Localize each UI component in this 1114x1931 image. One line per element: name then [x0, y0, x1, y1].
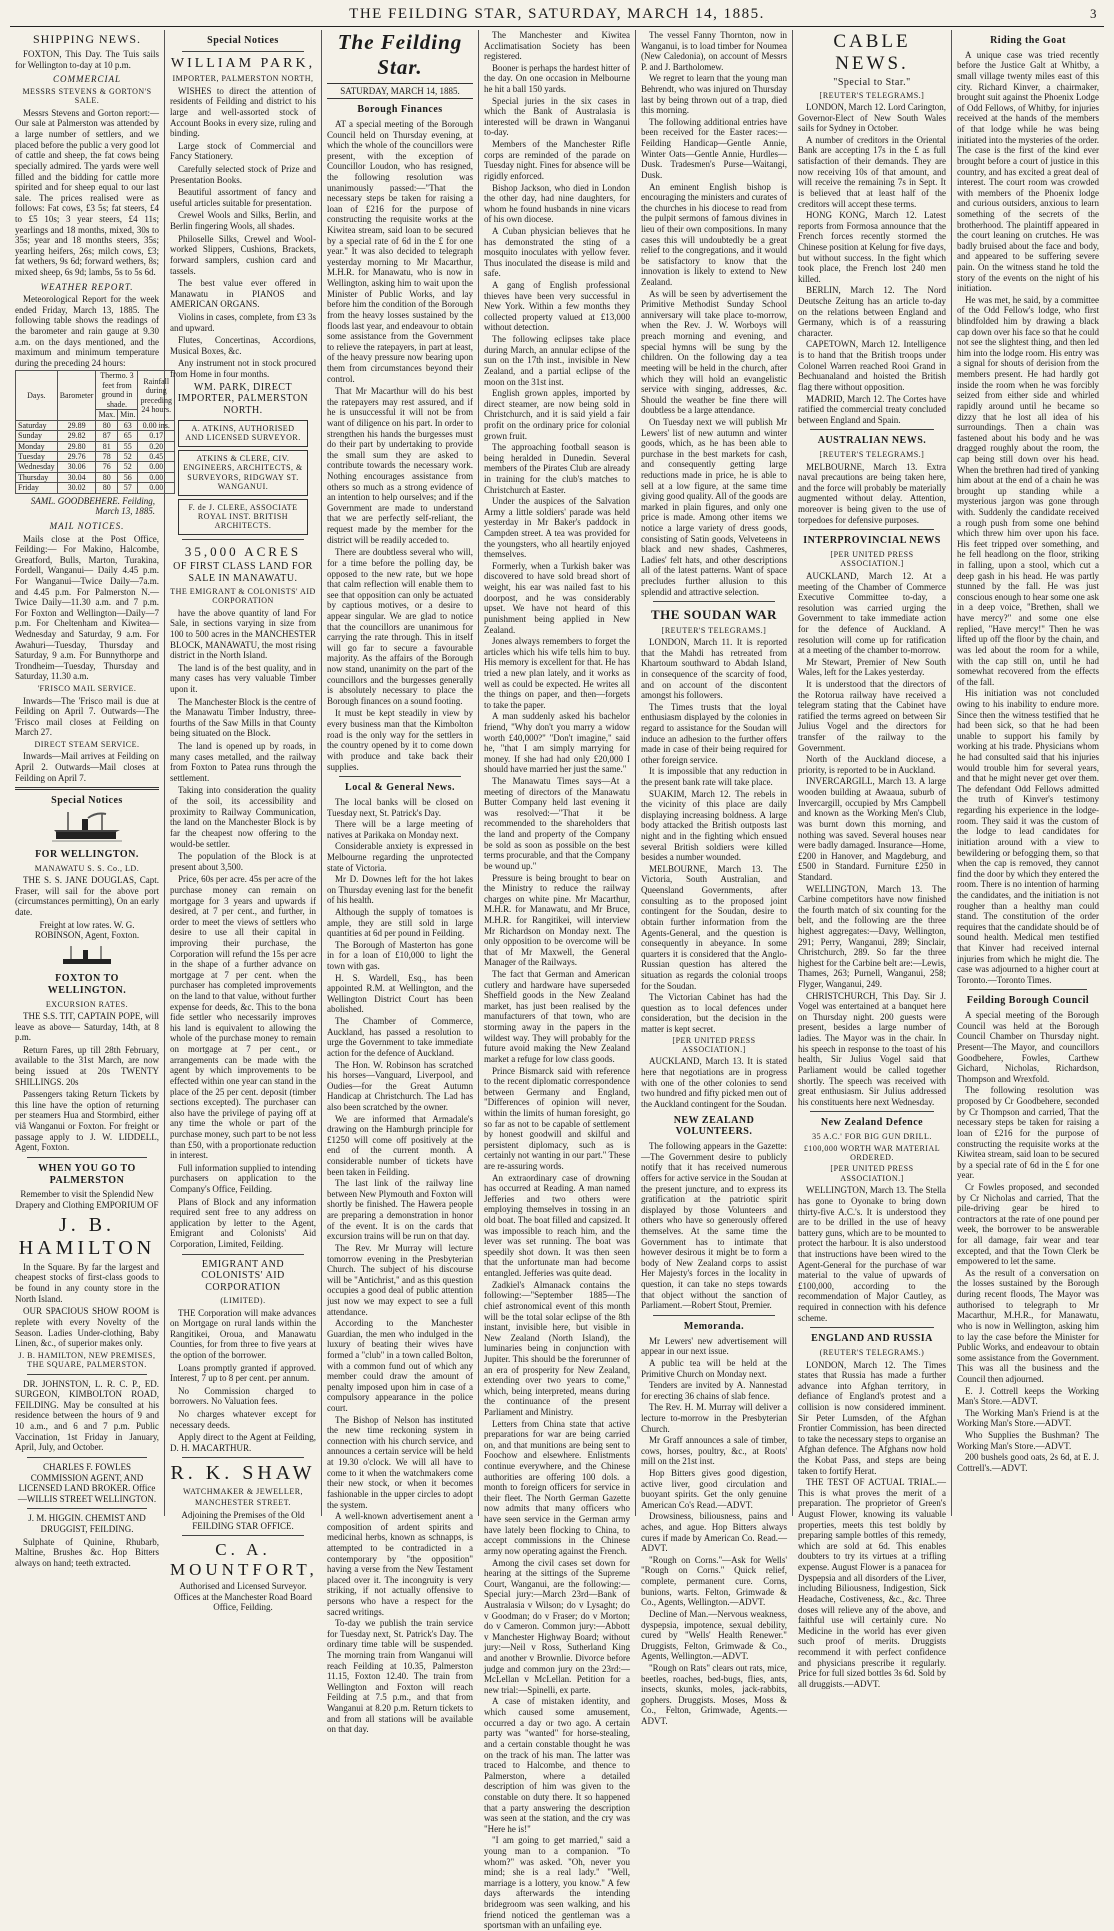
mountfort-name: C. A. MOUNTFORT, [170, 1540, 318, 1580]
list-item: MELBOURNE, March 13. The Victoria, South Australian, and Queensland Governments, after consulting as to the proposed joint contingent for the Soudan, desire to obtain further information from the Agents-General, and the question is consequently in abeyance. In some quarters it is considered that the Anglo-Russian question has altered the situation as regards the colonial troops for the Soudan. [641, 863, 787, 991]
table-row [16, 420, 175, 430]
divider [810, 1111, 934, 1112]
interprovincial-source: [PER UNITED PRESS ASSOCIATION.] [830, 550, 914, 569]
list-item: There will be a large meeting of natives at Parikaka on Monday next. [327, 819, 473, 840]
list-item: Who Supplies the Bushman? The Working Man's Store.—ADVT. [957, 1429, 1099, 1451]
list-item: To-day we publish the train service for Tuesday next, St. Patrick's Day. The ordinary time table will be suspended. The morning train from Wanganui will reach Feilding at 10.35, Palmerston 11.15, Foxton 12.40. The train from Wellington and Foxton will reach Feilding at 7.5 p.m., and that from Wanganui at 8.20 p.m. Return tickets to and from all stations will be available on that day. [327, 1618, 473, 1735]
australian-source: [REUTER'S TELEGRAMS.] [819, 450, 925, 460]
park-text: WISHES to direct the attention of residents of Feilding and district to his large and well-assorted stock of Account Books in every size, ruling and binding. [170, 85, 316, 139]
list-item: A public tea will be held at the Primitive Church on Monday next. [641, 1357, 787, 1379]
borough-council-heading: Feilding Borough Council [966, 995, 1090, 1007]
list-item: The following eclipses take place during March, an annular eclipse of the sun on the 17th inst., invisible in New Zealand, and a partial eclipse of the moon on the 31st inst. [484, 334, 630, 387]
column-4 [479, 30, 636, 1931]
borough-para: That Mr Macarthur will do his best the ratepayers may rest assured, and if he is unsuccessful it will not be from want of diligence on his part. In order to strengthen his hands the burgesses must do their part by undertaking to provide the small sum they are asked to contribute towards the necessary work. Nothing encourages assistance from others so much as a strong evidence of an intention to help ourselves; and if the Government are made to understand that we are perfectly self-reliant, the request made by the member for the district will be readily acceded to. [327, 386, 473, 545]
column-1 [10, 30, 173, 1568]
list-item: Tenders are invited by A. Nannestad for erecting 36 chains of slab fence. [641, 1380, 787, 1401]
doctor-text: DR. JOHNSTON, L. R. C. P., ED. SURGEON, KIMBOLTON ROAD, FEILDING. May be consulted at his residence between the hours of 9 and 10 a.m., and 6 and 7 p.m. Public Vaccination, 1st Friday in January, April, July, and October. [15, 1378, 159, 1453]
park-name: WILLIAM PARK, [170, 55, 316, 71]
weather-max: 76 [96, 462, 118, 472]
table-row [16, 431, 175, 441]
list-item: E. J. Cottrell keeps the Working Man's Store.—ADVT. [957, 1385, 1099, 1407]
park-subtitle: IMPORTER, PALMERSTON NORTH, [172, 74, 314, 84]
weather-min: 55 [118, 441, 138, 451]
list-item: LONDON, March 12. Lord Carington, Governor-Elect of New South Wales sails for Sydney in October. [798, 102, 946, 134]
list-item: The Hon. W. Robinson has scratched his horses—Vanguard, Liverpool, and Oudies—for the Great Autumn Handicap at Christchurch. The Lad has also been scratched by the owner. [327, 1059, 473, 1112]
list-item: An eminent English bishop is encouraging the ministers and curates of the churches in his diocese to read from the pulpit sermons of famous divines in lieu of their own compositions. In many cases this will undoubtedly be a great relief to the congregations, and it would be satisfactory to know that the innovation is likely to extend to New Zealand. [641, 181, 787, 288]
borough-para: There are doubtless several who will, for a time before the polling day, be opposed to the new rate, but we hope that calm reflection will enable them to see that opposition can only be actuated by captious motives, or a desire to appear singular. We are glad to notice that the councillors are unanimous for carrying the rate through. This in itself will go far to secure a favourable majority. As the affairs of the Borough now stand, unanimity on the part of the councillors and the burgesses generally is absolutely necessary to place the Borough finances on a sound footing. [327, 547, 473, 706]
list-item: Under the auspices of the Salvation Army a little soldiers' parade was held yesterday in Mr Baker's paddock in Campden street. A tea was provided for the youngsters, who all heartily enjoyed themselves. [484, 496, 630, 560]
list-item: The Chamber of Commerce, Auckland, has passed a resolution to urge the Government to take immediate action for the defence of Auckland. [327, 1016, 473, 1058]
shaw-name: R. K. SHAW [170, 1462, 316, 1485]
list-item: MADRID, March 12. The Cortes have ratified the commercial treaty concluded between England and Spain. [798, 393, 946, 425]
higgin-text: J. M. HIGGIN. CHEMIST AND DRUGGIST, FEILDING. [28, 1513, 146, 1534]
list-item: The Manchester and Kiwitea Acclimatisation Society has been registered. [484, 30, 630, 62]
memoranda-heading: Memoranda. [683, 1320, 745, 1332]
list-item: Decline of Man.—Nervous weakness, dyspepsia, impotence, sexual debility, cured by "Wells' Health Renewer." Druggists, Felton, Grimwade & Co., Agents, Wellington.—ADVT. [641, 1608, 787, 1662]
sale-heading: MESSRS STEVENS & GORTON'S SALE. [22, 86, 152, 106]
commercial-heading: COMMERCIAL [53, 74, 121, 85]
weather-max: 80 [96, 472, 118, 482]
divider [653, 601, 775, 602]
weather-rain: 0.20 [138, 441, 175, 451]
list-item: The approaching football season is being heralded in Dunedin. Several members of the Pirates Club are already in training for the club's matches to Christchurch at Easter. [484, 442, 630, 495]
divider [182, 539, 304, 540]
england-russia-source: (REUTER'S TELEGRAMS.) [819, 1348, 925, 1358]
park-text-10: Any instrument not in stock procured from Home in four months. [170, 358, 316, 379]
list-item: Zadkiel's Almanack contains the following:—"September 1885—The chief astronomical event of this month will be the total solar eclipse of the 8th instant, invisible here, but visible in New Zealand (North Island), the luminaries being in conjunction with Jupiter. This should be the forerunner of an era of prosperity for New Zealand, extending over two years to come," which, being interpreted, means during the continuance of the present Parliament and Ministry. [484, 1279, 630, 1417]
acres-subtitle: OF FIRST CLASS LAND FOR SALE IN MANAWATU. [173, 561, 313, 585]
corporation-subtitle: (LIMITED). [220, 1296, 266, 1306]
weather-baro: 30.04 [57, 472, 96, 482]
nz-defence-subtitle-2: £100,000 WORTH WAR MATERIAL ORDERED. [803, 1143, 941, 1163]
list-item: "Rough on Corns."—Ask for Wells' "Rough on Corns." Quick relief, complete, permanent cure. Corns, bunions, warts. Felton, Grimwade & Co., Agents, Wellington.—ADVT. [641, 1554, 787, 1608]
park-text-8: Violins in cases, complete, from £3 3s and upward. [170, 311, 316, 333]
list-item: He was met, he said, by a committee of the Odd Fellow's lodge, who first blindfolded him by drawing a black cap down over his face so that he could not see the slightest thing, and then led him into the lodge room. His entry was a signal for shouts of derision from the members present. He had hardly got inside the room when he was forcibly seized from either side and whirled rapidly around until he became so dizzy that he lost all idea of his surroundings. Then a chain was fastened about his body and he was dragged roughly about the room, the cap being still down over his head. When the brethren had tired of yanking him about at the end of a chain he was brought up standing while a mysterious jargon was gone through with. Suddenly the candidate received a rough push from some one behind which threw him over upon his face. His feet tripped over something, and he fell headlong on the floor, striking in falling, upon a stool, which cut a deep gash in his head. He was partly stunned by the fall. He was just conscious enough to hear some one ask in a deep voice, "Brethen, shall we have mercy?" and some one else replied, "Have mercy!" Then he was lifted up off the floor by the chain, and was led about the room for a while, with the cap still on, until he had somewhat recovered from the effects of the fall. [957, 294, 1099, 687]
fowles-text: CHARLES F. FOWLES COMMISSION AGENT, AND LICENSED LAND BROKER. Office—WILLIS STREET WELLINGTON. [17, 1461, 157, 1504]
divider [182, 1457, 304, 1458]
mountfort-text: Authorised and Licensed Surveyor. Offices at the Manchester Road Board Office, Feilding. [173, 1581, 313, 1613]
nz-defence-text: WELLINGTON, March 13. The Stella has gone to Oyonake to bring down thirty-five A.C.'s. It is understood they are to be drilled in the use of heavy battery guns, which are to be mounted to protect the harbour. It is also understood that instructions have been wired to the Agent-General for the purchase of war material to the value of upwards of £100,000, according to the recommendation of Major Cautley, as required in connection with his defence scheme. [798, 1185, 946, 1323]
list-item: The Working Man's Friend is at the Working Man's Store.—ADVT. [957, 1407, 1099, 1429]
interprovincial-heading: INTERPROVINCIAL NEWS [803, 535, 941, 547]
list-item: Members of the Manchester Rifle corps are reminded of the parade on Tuesday night. Fines for absence will be rigidly enforced. [484, 139, 630, 181]
list-item: We are informed that Armadale's drawing on the Hamburgh principle for £1250 will come off positively at the end of the current month. A considerable number of tickets have been taken in Feilding. [327, 1113, 473, 1177]
list-item: 200 bushels good oats, 2s 6d, at E. J. Cottrell's.—ADVT. [957, 1452, 1099, 1473]
weather-max: 81 [96, 441, 118, 451]
list-item: English grown apples, imported by direct steamer, are now being sold in Christchurch, and it is said yield a fair profit on the ordinary price for colonial grown fruit. [484, 388, 630, 441]
divider [15, 787, 159, 790]
emigrant-text-4: The land is opened up by roads, in many cases metalled, and the railway from Foxton to Patea runs through the settlement. [170, 741, 316, 783]
list-item: Mr Graff announces a sale of timber, cows, horses, poultry, &c., at Roots' mill on the 21st inst. [641, 1435, 787, 1467]
weather-rain: 0.45 [138, 451, 175, 461]
england-russia-text: LONDON, March 12. The Times states that Russia has made a further advance into Afghan territory, in defiance of England's protest and a collision is now considered imminent. Sir Peter Lumsden, of the Afghan Frontier Commission, has been directed to take the necessary steps to organise an Afghan defence. The Afghans now hold the Kobat Pass, and steps are being taken to fortify Herat. [798, 1359, 946, 1476]
soudan-source: [REUTER'S TELEGRAMS.] [661, 625, 767, 635]
special-notices-heading-2: Special Notices [207, 35, 279, 46]
weather-baro: 29.76 [57, 451, 96, 461]
weather-min: 52 [118, 451, 138, 461]
frisco-heading: 'FRISCO MAIL SERVICE. [37, 684, 137, 694]
column-7 [952, 30, 1104, 1516]
divider [339, 776, 461, 777]
list-item: Formerly, when a Turkish baker was discovered to have sold bread short of weight, his ear was nailed fast to his doorpost, and he was considerably upset. We have not heard of this punishment being applied in New Zealand. [484, 560, 630, 635]
list-item: Among the civil cases set down for hearing at the sittings of the Supreme Court, Wanganui, are the following:— Special jury:—March 23rd—Bank of Australasia v Wilson; do v Lysaght; do v Goodman; do v Fraser; do v Morton; do v Cameron. Common jury:—Abbott v Manchester Highway Board; without jury:—Neil v Ross, Sutherland King and another v Brownlie. Divorce before judge and common jury on the 23rd:—McLellan v McLellan. Petition for a new trial:—Spinelli, ex parte. [484, 1557, 630, 1695]
list-item: Mr Lewers' new advertisement will appear in our next issue. [641, 1335, 787, 1357]
divider [969, 989, 1087, 990]
return-fares-text: Return Fares, up till 28th February, available to the 31st March, are now being issued at 20s TWENTY SHILLINGS. 20s [15, 1044, 159, 1087]
park-text-4: Beautiful assortment of fancy and useful articles suitable for presentation. [170, 187, 316, 208]
local-news-list [327, 797, 473, 1735]
weather-baro: 30.06 [57, 462, 96, 472]
mail-heading: MAIL NOTICES. [49, 520, 125, 531]
shipping-text: FOXTON, This Day. The Tuis sails for Wellington to-day at 10 p.m. [15, 49, 159, 70]
list-item: It is impossible that any reduction in the present bank rate will take place. [641, 766, 787, 787]
park-text-7: The best value ever offered in Manawatu in PIANOS and AMERICAN ORGANS. [170, 278, 316, 310]
weather-rain: 0.17 [138, 431, 175, 441]
showroom-text: OUR SPACIOUS SHOW ROOM is replete with every Novelty of the Season. Ladies Under-clothing, Baby Linen, &c., of superior makes only. [15, 1306, 159, 1349]
divider [27, 1457, 147, 1458]
park-signature: WM. PARK, DIRECT IMPORTER, PALMERSTON NORTH. [177, 381, 309, 417]
hamilton-signature: J. B. HAMILTON, NEW PREMISES, THE SQUARE, PALMERSTON. [18, 1350, 156, 1370]
park-text-6: Philoselle Silks, Crewel and Wool-worked Slippers, Cushions, Brackets, forward samplers, cushion card and tassels. [170, 233, 316, 276]
special-notices-heading: Special Notices [51, 795, 123, 807]
park-text-2: Large stock of Commercial and Fancy Stationery. [170, 140, 316, 162]
park-text-9: Flutes, Concertinas, Accordions, Musical Boxes, &c. [170, 335, 316, 356]
list-item: The fact that German and American cutlery and hardware have superseded Sheffield goods in the New Zealand market, has just been realised by the manufacturers of that town, who are storming away in the papers in the wildest way. They will probably for the future avoid making the New Zealand market a refuge for low class goods. [484, 969, 630, 1064]
list-item: The following resolution was proposed by Cr Goodbehere, seconded by Cr Thompson and carried, That the necessary steps be taken for raising a loan of £216 for the purpose of constructing the requisite works at the Kiwitea stream, said loan to be secured by a special rate of 6d in the £ for one year. [957, 1085, 1099, 1181]
list-item: The local banks will be closed on Tuesday next, St. Patrick's Day. [327, 796, 473, 818]
list-item: SUAKIM, March 12. The rebels in the vicinity of this place are daily displaying increasing boldness. A large body attacked the British outposts last night and in the fighting which ensued several British soldiers were killed besides a number wounded. [641, 788, 787, 863]
atkins-clere-box: ATKINS & CLERE, CIV. ENGINEERS, ARCHITECTS, & SURVEYORS, RIDGWAY ST. WANGANUI. [178, 450, 308, 496]
list-item: Jones always remembers to forget the articles which his wife tells him to buy. His memory is excellent for that. He has tried a new plan lately, and it works as well as could be expected. He writes all the things on paper, and then—forgets to take the paper. [484, 636, 630, 710]
direct-heading: DIRECT STEAM SERVICE. [34, 739, 140, 749]
list-item: The Bishop of Nelson has instituted the new time reckoning system in connection with his church service, and announces a certain service will be held at 19.30 o'clock. We will all have to come to it when the watchmakers come their new stock, or when it becomes fashionable in the upper circles to adopt the system. [327, 1414, 473, 1510]
weather-col-max: Max. [96, 410, 118, 420]
corporation-heading: EMIGRANT AND COLONISTS' AID CORPORATION [201, 1258, 285, 1294]
when-you-go-heading: WHEN YOU GO TO PALMERSTON [38, 1162, 136, 1186]
shipping-heading: SHIPPING NEWS. [32, 32, 141, 46]
weather-day: Saturday [16, 420, 58, 430]
list-item: Mr Stewart, Premier of New South Wales, left for the Lakes yesterday. [798, 656, 946, 678]
divider [810, 529, 934, 530]
corporation-text-3: No Commission charged to borrowers. No Valuation fees. [170, 1385, 316, 1407]
foxton-heading: FOXTON TO WELLINGTON. [47, 972, 127, 996]
weather-min: 63 [118, 420, 138, 430]
emigrant-heading: THE EMIGRANT & COLONISTS' AID CORPORATION [170, 586, 316, 606]
list-item: The Borough of Masterton has gone in for a loan of £10,000 to light the town with gas. [327, 939, 473, 972]
emigrant-text-6: The population of the Block is at present about 3,500. [170, 851, 316, 872]
weather-max: 80 [96, 483, 118, 493]
nz-defence-subtitle: 35 A.C.' FOR BIG GUN DRILL. [812, 1132, 932, 1142]
list-item: On Tuesday next we will publish Mr Lewers' list of new autumn and winter goods, which, as he has been able to purchase in the best markets for cash, and consequently getting large reductions made in price, he is able to sell at a low figure, at the same time giving good quality. All of the goods are marked in plain figures, and only one price is made. Among other items we notice a large variety of dress goods, consisting of Satin goods, Velveteens in black and new shades, Cashmeres, Ladies' felt hats, and other descriptions all of the latest patterns. Want of space precludes further allusion to this splendid and attractive selection. [641, 416, 787, 597]
paper-title: The Feilding Star. [337, 30, 463, 79]
australian-news-heading: AUSTRALIAN NEWS. [817, 435, 927, 447]
masthead [10, 4, 1104, 27]
weather-col-days: Days. [16, 371, 58, 420]
emigrant-text: have the above quantity of land For Sale, in sections varying in size from 100 to 500 acres in the MANCHESTER BLOCK, MANAWATU, the most rising district in the North Island. [170, 607, 316, 661]
list-item: H. S. Wardell, Esq., has been appointed R.M. at Wellington, and the Wellington District Court has been abolished. [327, 972, 473, 1015]
list-item: CHRISTCHURCH, This Day. Sir J. Vogel was entertained at a banquet here on Thursday night. 200 guests were present, besides a large number of ladies. The Mayor was in the chair. In his speech in response to the toast of his health, Sir Julius Vogel said that Parliament would be called together shortly. The speech was received with great enthusiasm. Sir Julius addressed his constituents here next Wednesday. [798, 990, 946, 1107]
list-item: An extraordinary case of drowning has occurred at Reading. A man named Jefferies and two others were employing themselves in tossing in an old boat. The boat filled and capsized. It was impossible to reach him, and the lever was set running. The boat was speedily shot down. It was then seen that the unfortunate man had become entangled. Jefferies was quite dead. [484, 1172, 630, 1279]
weather-rain: 0.00 [138, 472, 175, 482]
list-item: INVERCARGILL, March 13. A large wooden building at Awaaua, suburb of Invercargill, occupied by Mrs Campbell and known as the Working Men's Club, was burnt down this morning, and nothing was saved. Several houses near were badly damaged. Insurance—Home, £200 in Hanover, and Magdeburg, and £500 in Standard. Furniture £250 in Standard. [798, 776, 946, 882]
list-item: A case of mistaken identity, and which caused some amusement, occurred a day or two ago. A certain party was "wanted" for horse-stealing, and a certain constable thought he was on the track of his man. The latter was traced to Halcombe, and thence to Palmerston, where a detailed description of him was given to the constable on duty there. It so happened that a party answering the description was seen at the station, and the cry was "Here he is!" [484, 1696, 630, 1834]
divider [182, 51, 304, 52]
list-item: The Times trusts that the loyal enthusiasm displayed by the colonies in regard to assistance for the Soudan will induce an adhesion to the further offers made in case of their being required for other foreign service. [641, 701, 787, 765]
hamilton-name: J. B. HAMILTON [18, 1213, 156, 1260]
upa-source: [PER UNITED PRESS ASSOCIATION.] [672, 1035, 756, 1055]
weather-min: 65 [118, 431, 138, 441]
weather-rain: 0.00 ins. [138, 420, 175, 430]
list-item: "Rough on Rats" clears out rats, mice, beetles, roaches, bed-bugs, flies, ants, insects, skunks, moles, jack-rabbits, gophers. Druggists. Moses, Moss & Co., Felton, Grimwade, Agents.—ADVT. [641, 1662, 787, 1726]
borough-finances-heading: Borough Finances [357, 104, 443, 116]
list-item: It is understood that the directors of the Rotorua railway have received a telegram stating that the Cabinet have ratified the terms agreed on between Sir Julius Vogel and the directors for transfer of the railway to the Government. [798, 678, 946, 753]
cable-source: [REUTER'S TELEGRAMS.] [819, 90, 925, 100]
emigrant-text-5: Taking into consideration the quality of the soil, its accessibility and proximity to Railway Communication, the land on the Manchester Block is by far the cheapest now offering to the would-be settler. [170, 785, 316, 849]
mail-text: Mails close at the Post Office, Feilding:— For Makino, Halcombe, Greatford, Bulls, Marton, Turakina, Fordell, Wanganui— Daily 4.45 p.m. For Wanganui—Twice Daily—7a.m. and 4.45 p.m. For Palmerston N.—Twice Daily—11.30 a.m. and 7 p.m. For Foxton and Wellington—Daily—7 p.m. For Cheltenham and Kiwitea—Wednesday and Saturday, 9 a.m. For Awahuri—Tuesday, Thursday and Saturday, 9 a.m. For Bunnythorpe and Trondheim—Tuesday, Thursday and Saturday, 11.30 a.m. [15, 533, 159, 682]
weather-col-baro: Barometer [57, 371, 96, 420]
small-steamship-icon [59, 944, 115, 968]
borough-para: It must be kept steadily in view by every business man that the Kimbolton road is the only way for the settlers in the country opened by it to come down with produce and take back their supplies. [327, 708, 473, 772]
weather-baro: 29.82 [57, 431, 96, 441]
actual-trial-text: THE TEST OF ACTUAL TRIAL.—This is what proves the merit of a preparation. The proprietor of Green's August Flower, knowing its valuable properties, meets this test boldly by preparing sample bottles of this remedy, which are sold at 6d. This enables doubters to try its virtues at a trifling expense. August Flower is a panacea for Dyspepsia and all disorders of the Liver, including Biliousness, Indigestion, Sick Headache, Costiveness, &c., &c. Three doses will relieve any of the above, and faithful use will certainly cure. No Medicine in the world has ever given such proof of merits. Druggists recommend it with perfect confidence and physicians prescribe it regularly. Price for full sized bottles 3s 6d. Sold by all druggists.—ADVT. [798, 1477, 946, 1689]
weather-min: 57 [118, 483, 138, 493]
list-item: According to the Manchester Guardian, the men who indulged in the luxury of beating their wives have formed a "club" in a town called Bolton, with a common fund out of which any member could draw the amount of penalty imposed upon him in case of a compulsory appearance in the police court. [327, 1318, 473, 1414]
column-5 [636, 30, 793, 1726]
list-item: CAPETOWN, March 12. Intelligence is to hand that the British troops under Colonel Warren reached Rooi Grand in Bechuanaland and hoisted the British flag there without opposition. [798, 339, 946, 392]
list-item: Special juries in the six cases in which the Bank of Australasia is interested will be drawn in Wanganui to-day. [484, 95, 630, 138]
cable-news-heading: CABLE NEWS. [833, 31, 911, 75]
list-item: Cr Fowles proposed, and seconded by Cr Nicholas and carried, That the pile-driving gear be hired to contractors at the rate of one pound per week, the borrower to be answerable for all damage, fair wear and tear excepted, and that the Town Clerk be empowered to let the same. [957, 1181, 1099, 1267]
clere-box: F. de J. CLERE, ASSOCIATE ROYAL INST. BRITISH ARCHITECTS. [178, 499, 308, 535]
passengers-text: Passengers taking Return Tickets by this line have the option of returning per steamers Hua and Stormbird, either viâ Wanganui or Foxton. For freight or passage apply to J. W. LIDDELL, Agent, Foxton. [15, 1089, 159, 1153]
for-wellington-heading: FOR WELLINGTON. [35, 849, 139, 861]
jane-douglas-text: THE S. S. JANE DOUGLAS, Capt. Fraser, will sail for the above port (circumstances permitting), On an early date. [15, 875, 159, 918]
corporation-text-2: Loans promptly granted if approved. Interest, 7 up to 8 per cent. per annum. [170, 1362, 316, 1384]
nz-volunteers-text: The following appears in the Gazette:—The Government desire to publicly notify that it has received numerous offers for active service in the Soudan at the present juncture, and to express its gratification at the patriotic spirit displayed by those Volunteers and others who have so generously offered themselves. At the same time the Government has to intimate that however desirous it might be to form a body of New Zealand corps to assist Her Majesty's forces in the locality in question, it can take no steps towards that object without the sanction of Parliament.—Robert Stout, Premier. [641, 1141, 787, 1311]
paper-date: SATURDAY, MARCH 14, 1885. [327, 83, 473, 100]
table-row [16, 472, 175, 482]
local-news-heading: Local & General News. [345, 782, 455, 794]
weather-day: Sunday [16, 431, 58, 441]
weather-baro: 29.89 [57, 420, 96, 430]
list-item: Hop Bitters gives good digestion, active liver, good circulation and buoyant spirits. Get the only genuine American Co's Read.—ADVT. [641, 1467, 787, 1510]
list-item: Letters from China state that active preparations for war are being carried on, and that munitions are being sent to Foochow and elsewhere. Enlistments continue everywhere, and the Chinese authorities are offering 100 dols. a month to foreign officers for service in their fleet. The North German Gazette now admits that many officers who have seen service in the German army have lately been flocking to China, to accept commissions in the Chinese army now operating against the French. [484, 1418, 630, 1556]
masthead-title: THE FEILDING STAR, SATURDAY, MARCH 14, 1885. [349, 6, 765, 22]
nz-defence-heading: New Zealand Defence [820, 1117, 924, 1129]
emigrant-text-9: Plans of Block and any information required sent free to any address on application by letter to the Agent, Emigrant and Colonists' Aid Corporation, Limited, Feilding. [170, 1196, 316, 1250]
riding-goat-heading: Riding the Goat [990, 35, 1066, 46]
weather-min: 52 [118, 462, 138, 472]
list-item: AUCKLAND, March 12. At a meeting of the Chamber of Commerce Executive Committee to-day, a resolution was carried urging the Government to take immediate action for the defence of Auckland. A resolution will come up for ratification at a meeting of the chamber to-morrow. [798, 570, 946, 656]
list-item: The Rev. Mr Murray will lecture tomorrow evening in the Presbyterian Church. The subject of his discourse will be "Antichrist," and as this question occupies a good deal of public attention just now we may expect to see a full attendance. [327, 1242, 473, 1317]
list-item: We regret to learn that the young man Behrendt, who was injured on Thursday last by being thrown out of a trap, died this morning. [641, 73, 787, 116]
emigrant-text-7: Price, 60s per acre. 45s per acre of the purchase money can remain on mortgage for 3 years and upwards if desired, at 7 per cent., and further, in order to meet the views of settlers who desire to use all their capital in improving their purchase, the Corporation will refund the 15s per acre in the shape of a further advance on mortgage at 7 per cent. when the purchaser has completed improvements on the land to that value, without further expense for deeds, &c. This to the bona fide settler who necessarily improves his land is equivalent to allowing the whole of the purchase money to remain on mortgage at 7 per cent., or arrangements can be made with the agent by which improvements to be effected within one year can stand in the place of the 25 per cent. deposit (timber sections excepted). The purchaser can also have the privilege of paying off at any time the whole or part of the purchase money, such part to be not less than £50, with a proportionate reduction in interest. [170, 874, 316, 1161]
weather-rain: 0.00 [138, 483, 175, 493]
sale-text: Messrs Stevens and Gorton report:— Our sale at Palmerston was attended by a large number of settlers, and we placed before the public a very good lot of cattle and sheep, the fat cows being specially admired. The yards were well filled and the bidding for cattle more spirited and for sheep equal to our last sale. The prices realised were as follows: Fat cows, £3 5s; fat steers, £4 to £5 10s; 3 year steers, £4 11s; yearlings and 18 months, mixed, 30s to 35s; year and 18 months steers, 35s; yearling heifers, 26s; milch cows, £3; fat wethers, 9s 6d; forward wethers, 8s; mixed sheep, 6s 9d; lambs, 5s to 5s 6d. [15, 107, 159, 277]
emigrant-text-2: The land is of the best quality, and in many cases has very valuable Timber upon it. [170, 662, 316, 694]
list-item: Drowsiness, biliousness, pains and aches, and ague. Hop Bitters always cures if made by American Co. Read.—ADVT. [641, 1511, 787, 1554]
list-item: A special meeting of the Borough Council was held at the Borough Council Chamber on Thursday night. Present—The Mayor, and councillors Goodbehere, Fowles, Carthew Gichard, Nicholas, Richardson, Thompson and Wrexfold. [957, 1010, 1099, 1084]
auckland-text: AUCKLAND, March 13. It is stated here that negotiations are in progress with one of the other colonies to send two hundred and fifty picked men out of the Auckland contingent for the Soudan. [641, 1056, 787, 1109]
list-item: As the result of a conversation on the losses sustained by the Borough during recent floods, The Mayor was authorised to telegraph to Mr Macarthur, M.H.R., for Manawatu, who is now in Wellington, asking him to lay the case before the Minister for Public Works, and endeavour to obtain some assistance from the Government. This was all the business and the Council then adjourned. [957, 1267, 1099, 1384]
steamship-icon [52, 810, 122, 844]
divider [182, 1535, 304, 1536]
weather-day: Monday [16, 441, 58, 451]
list-item: Pressure is being brought to bear on the Ministry to reduce the railway charges on white pine. Mr Macarthur, M.H.R. for Manawatu, and Mr Bruce, M.H.R. for Rangitikei, will interview Mr Richardson on Monday next. The only opposition to be overcome will be that of Mr Maxwell, the General Manager of the Railways. [484, 872, 630, 968]
column-6 [793, 30, 952, 1689]
soudan-war-heading: THE SOUDAN WAR [651, 607, 777, 623]
list-item: The last link of the railway line between New Plymouth and Foxton will shortly be finished. The Hawera people are preparing a demonstration in honor of the event. It is on the cards that excursion trains will be run on that day. [327, 1178, 473, 1242]
list-item: Booner is perhaps the hardest hitter of the day. On one occasion in Melbourne he hit a ball 150 yards. [484, 62, 630, 95]
list-item: Considerable anxiety is expressed in Melbourne regarding the unprotected state of Victoria. [327, 841, 473, 873]
page-number: 3 [1090, 6, 1098, 21]
columns [10, 30, 1104, 1931]
list-item: WELLINGTON, March 13. The Carbine competitors have now finished the fourth match of six counting for the belt, and the following are the three highest aggregates:—Davy, Wellington, 291; Perry, Wanganui, 289; Sinclair, Christchurch, 289. So far the three highest for the Carbine belt are:—Lewis, Thames, 263; Purnell, Wanganui, 258; Flyger, Wanganui, 249. [798, 883, 946, 990]
divider [27, 1374, 147, 1375]
weather-max: 78 [96, 451, 118, 461]
divider [182, 1254, 304, 1255]
frisco-text: Inwards—The 'Frisco mail is due at Feilding on April 7. Outwards—The 'Frisco mail closes at Feilding on March 27. [15, 695, 159, 738]
weather-max: 80 [96, 420, 118, 430]
england-russia-heading: ENGLAND AND RUSSIA [811, 1333, 933, 1345]
when-text: Remember to visit the Splendid New Drapery and Clothing EMPORIUM OF [15, 1189, 159, 1211]
square-text: In the Square. By far the largest and cheapest stocks of first-class goods to be found in any county store in the North Island. [15, 1261, 159, 1304]
weather-min: 56 [118, 472, 138, 482]
excursion-text: THE S.S. TIT, CAPTAIN POPE, will leave as above— Saturday, 14th, at 8 p.m. [15, 1010, 159, 1043]
list-item: His initiation was not concluded owing to his inability to endure more. Since then the witness testified that he had been sick, so that he had been unable to support his family by working at his trade. Physicians whom he had consulted said that his injuries would trouble him for several years, and that he might never get over them. The defendant Odd Fellows admitted the truth of Kinver's testimony regarding his experience in the lodge-room. They said it was the custom of the lodge to lead candidates for initiation around with a view to bewildering or befogging them, so that when the cap is removed, they cannot find the door by which they entered the room. There is no intention of harming the candidates, and the initiation is not rougher than a healthy man could stand. The constitution of the order requires that the candidate should be of sound health. Medical men testified that Kinver had received internal injuries from which he might die. The case was adjourned to a higher court at Toronto.—Toronto Times. [957, 688, 1099, 985]
list-item: A Cuban physician believes that he has demonstrated the sting of a mosquito inoculates with yellow fever. Thus inoculated the disease is mild and safe. [484, 225, 630, 279]
list-item: A gang of English professional thieves have been very successful in New York. Within a few months they collected property valued at £13,000 without detection. [484, 280, 630, 333]
table-row [16, 483, 175, 493]
weather-day: Tuesday [16, 451, 58, 461]
australian-text: MELBOURNE, March 13. Extra naval precautions are being taken here, and the force will probably be materially augmented without delay. Attention, moreover is being given to the use of torpedoes for defensive purposes. [798, 461, 946, 525]
list-item: North of the Auckland diocese, a priority, is reported to be in Auckland. [798, 754, 946, 775]
shaw-text: Adjoining the Premises of the Old FEILDING STAR OFFICE. [181, 1509, 305, 1531]
table-row [16, 441, 175, 451]
manawatu-company: MANAWATU S. S. Co., LD. [34, 863, 140, 873]
list-item: The Rev. H. M. Murray will deliver a lecture to-morrow in the Presbyterian Church. [641, 1402, 787, 1434]
list-item: Although the supply of tomatoes is ample, they are still sold in large quantities at 6d per pound in Feilding. [327, 907, 473, 939]
borough-para: AT a special meeting of the Borough Council held on Thursday evening, at which the whole of the councillors were present, with the exception of Councillor Loudon, who has resigned, the following resolution was unanimously passed:—"That the necessary steps be taken for raising a loan of £216 for the purpose of constructing the requisite works at the Kiwitea stream, said loan to be secured by a special rate of 6d in the £ for one year." It was also decided to telegraph yesterday morning to Mr Macarthur, M.H.R. for Manawatu, who is now in Wellington, asking him to wait upon the Minister of Public Works, and lay before him the condition of the Borough from the heavy losses sustained by the floods last year, and endeavour to obtain some assistance from the Government to relieve the ratepayers, in part at least, of the heavy pressure now bearing upon them from circumstances beyond their control. [327, 118, 473, 384]
park-text-5: Crewel Wools and Silks, Berlin, and Berlin fingering Wools, all shades. [170, 210, 316, 232]
weather-col-min: Min. [118, 410, 138, 420]
weather-max: 87 [96, 431, 118, 441]
divider [27, 1508, 147, 1509]
excursion-heading: EXCURSION RATES. [45, 999, 129, 1009]
weather-day: Wednesday [16, 462, 58, 472]
shaw-place: MANCHESTER STREET. [195, 1498, 291, 1508]
list-item: HONG KONG, March 12. Latest reports from Formosa announce that the French forces recently stormed the Chinese position at Kelung for five days, but without success. In the fight which took place, the French lost 240 men killed. [798, 210, 946, 284]
divider [27, 1157, 147, 1158]
list-item: A man suddenly asked his bachelor friend, "Why don't you marry a widow worth £40,000?" "Don't imagine," said he, "that I am simply marrying for money. If she had had only £20,000 I should have married her just the same." [484, 711, 630, 775]
weather-signature: SAML. GOODBEHERE. Feilding, March 13, 1885. [30, 495, 155, 517]
cable-subtitle: "Special to Star." [833, 76, 911, 88]
list-item: The Manawatu Times says—At a meeting of directors of the Manawatu Butter Company held last evening it was resolved:—"That it be recommended to the shareholders that the land and property of the Company be sold as soon as possible on the best terms procurable, and that the Company be wound up." [484, 776, 630, 871]
column-2 [165, 30, 322, 1613]
corporation-text-4: No charges whatever except for necessary deeds. [170, 1408, 316, 1430]
direct-text: Inwards—Mail arrives at Feilding on April 2. Outwards—Mail closes at Feilding on April 7. [15, 751, 159, 783]
divider [810, 1327, 934, 1328]
list-item: "I am going to get married," said a young man to a companion. "To whom?" was asked. "Oh, never you mind; she is a real lady." "Well, marriage is a lottery, you know." A few days afterwards the intending bridegroom was seen walking, and his friend noticed the gentleman was a sportsman with an unfailing eye. [484, 1835, 630, 1931]
emigrant-text-8: Full information supplied to intending purchasers on application to the Company's Office, Feilding. [170, 1162, 316, 1195]
list-item: Mr D. Downes left for the hot lakes on Thursday evening last for the benefit of his health. [327, 874, 473, 906]
list-item: Bishop Jackson, who died in London the other day, had nine daughters, for whom he found husbands in nine vicars of his own diocese. [484, 182, 630, 225]
bitters-text: Sulphate of Quinine, Rhubarb, Maltine, Brushes &c. Hop Bitters always on hand; teeth extracted. [15, 1536, 159, 1568]
list-item: The following additional entries have been received for the Easter races:— Feilding Handicap—Gentle Annie, Winter Oats—Gentle Annie, Hurdles—Dusk. Tradesmen's Purse—Waitangi, Dusk. [641, 116, 787, 180]
weather-text: Meteorological Report for the week ended Friday, March 13, 1885. The following table shows the readings of the barometer and rain gauge at 9.30 a.m. on the days mentioned, and the maximum and minimum temperature during the preceding 24 hours: [15, 294, 159, 368]
weather-col-thermo: Thermo. 3 feet from ground in shade. [96, 371, 138, 410]
list-item: A number of creditors in the Oriental Bank are accepting 17s in the £ as full satisfaction of their demands. They are now receiving 10s of that amount, and will receive the remaining 7s in Sept. It is believed that at least half of the creditors will accept these terms. [798, 134, 946, 209]
list-item: LONDON, March 11. It is reported that the Mahdi has retreated from Khartoum southward to Abdah Island, in consequence of the scarcity of food, and on account of the discontent amongst his followers. [641, 637, 787, 701]
nz-defence-source: [PER UNITED PRESS ASSOCIATION.] [830, 1164, 914, 1183]
table-row [16, 451, 175, 461]
park-text-3: Carefully selected stock of Prize and Presentation Books. [170, 164, 316, 185]
list-item: The Victorian Cabinet has had the question as to local defences under consideration, but the decision in the matter is kept secret. [641, 992, 787, 1034]
list-item: BERLIN, March 12. The Nord Deutsche Zeitung has an article to-day on the relations between England and Germany, which is of a reassuring character. [798, 285, 946, 338]
list-item: A well-known advertisement anent a composition of ardent spirits and medicinal herbs, known as schnapps, is attempted to be contradicted in a contemporary by "the opposition" having a verse from the New Testament placed over it. The incongruity is very striking, if not actually offensive to persons who have a respect for the sacred writings. [327, 1511, 473, 1617]
weather-table [15, 370, 175, 493]
weather-col-rain: Rainfall during preceding 24 hours. [138, 371, 175, 420]
atkins-box: A. ATKINS, AUTHORISED AND LICENSED SURVEYOR. [178, 420, 308, 447]
weather-day: Friday [16, 483, 58, 493]
divider [653, 1315, 775, 1316]
emigrant-text-3: The Manchester Block is the centre of the Manawatu Timber Industry, three-fourths of the Saw Mills in that County being situated on the Block. [170, 696, 316, 739]
freight-text: Freight at low rates. W. G. ROBINSON, Agent, Foxton. [34, 919, 140, 941]
corporation-text: THE Corporation will make advances on Mortgage on rural lands within the Rangitikei, Oroua, and Manawatu Counties, for from three to five years at the option of the borrower. [170, 1307, 316, 1360]
column-3 [322, 30, 479, 1735]
table-row [16, 462, 175, 472]
list-item: A unique case was tried recently before the Justice Galt at Whitby, a small village twenty miles east of this city. Richard Kinver, a chairmaker, brought suit against the Phoenix Lodge of Odd Fellows, of Whitby, for injuries received at the hands of the members of that lodge while he was being initiated into the mysteries of the order. The case is the first of the kind ever brought before a court of justice in this country, and has excited a great deal of interest. The court room was crowded with members of the Phoenix lodge and curious outsiders, anxious to learn something of the secrets of the brotherhood. The plaintiff appeared in the court leaning on crutches. He was badly bruised about the face and body, and appeared to be suffering severe pain. On the witness stand he told the story of the events on the night of his initiation. [957, 49, 1099, 294]
list-item: The vessel Fanny Thornton, now in Wanganui, is to load timber for Noumea (New Caledonia), on account of Messrs P. and J. Bartholomew. [641, 30, 787, 72]
corporation-text-5: Apply direct to the Agent at Feilding, D. H. MACARTHUR. [170, 1432, 316, 1453]
list-item: As will be seen by advertisement the Primitive Methodist Sunday School anniversary will take place to-morrow, when the Rev. J. W. Worboys will preach morning and evening, and special hymns will be sung by the children. On the following day a tea meeting will be held in the church, after which they will hold an evangelistic service with singing, addresses, &c. Should the weather be fine there will doubtless be a large attendance. [641, 288, 787, 416]
list-item: Prince Bismarck said with reference to the recent diplomatic correspondence between Germany and England, "Differences of opinion will never, within the limits of human foresight, go so far as not to be capable of settlement by honest goodwill and skilful and persistent diplomacy, such as is certainly not wanting in our part." These are re-assuring words. [484, 1065, 630, 1171]
weather-rain: 0.00 [138, 462, 175, 472]
divider [810, 429, 934, 430]
shaw-subtitle: WATCHMAKER & JEWELLER, [182, 1487, 304, 1497]
weather-heading: WEATHER REPORT. [40, 281, 134, 292]
weather-baro: 30.02 [57, 483, 96, 493]
weather-day: Thursday [16, 472, 58, 482]
weather-baro: 29.80 [57, 441, 96, 451]
nz-volunteers-heading: NEW ZEALAND VOLUNTEERS. [673, 1114, 755, 1138]
acres-heading: 35,000 ACRES [184, 543, 302, 559]
